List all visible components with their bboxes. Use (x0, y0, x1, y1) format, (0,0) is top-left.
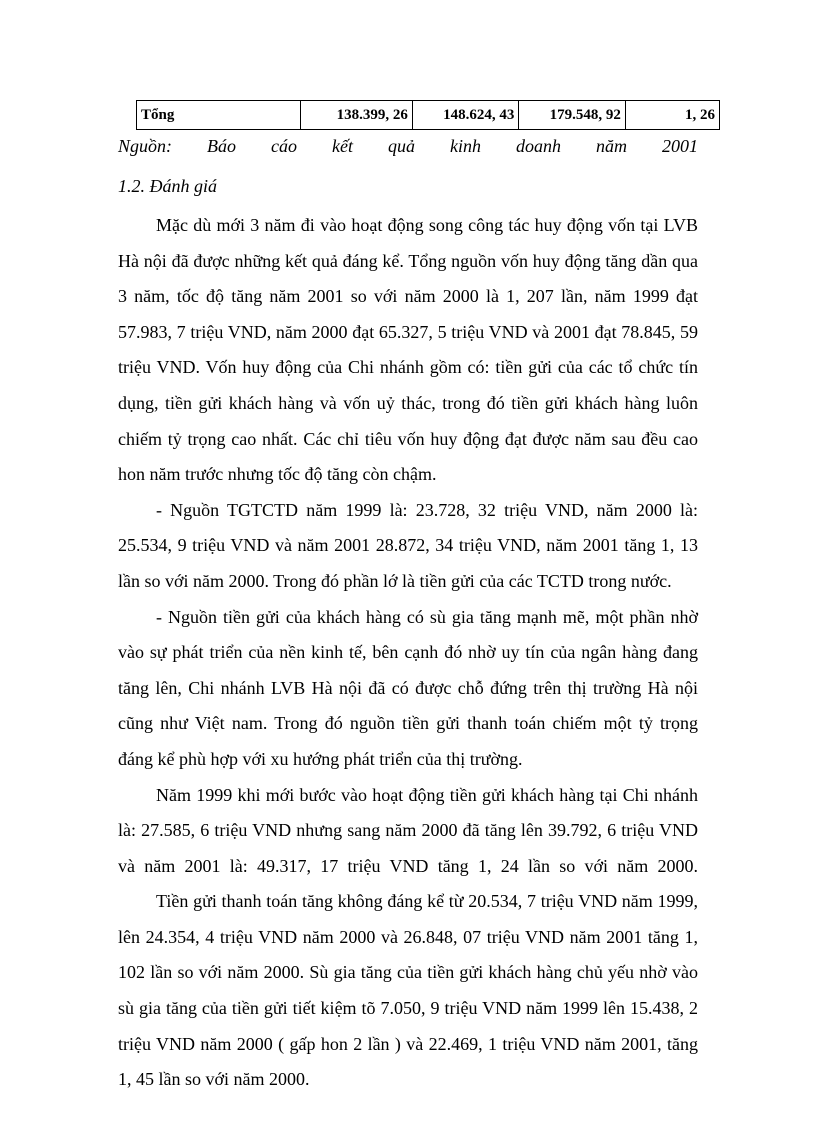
source-word: cáo (271, 136, 297, 156)
table-cell-ratio: 1, 26 (625, 101, 719, 130)
paragraph: - Nguồn TGTCTD năm 1999 là: 23.728, 32 triệu VND, năm 2000 là: 25.534, 9 triệu VND và năm 2001 28.872, 34 triệu VND, năm 2001 tăng 1, 13 lần so với năm 2000. Trong đó phần lớ là tiền gửi của các TCTD trong nước. (118, 499, 698, 591)
table-cell-label: Tổng (137, 101, 301, 130)
table-row-total (137, 101, 720, 130)
table-cell-2000: 148.624, 43 (412, 101, 518, 130)
paragraph: Mặc dù mới 3 năm đi vào hoạt động song công tác huy động vốn tại LVB Hà nội đã được những kết quả đáng kể. Tổng nguồn vốn huy động tăng dần qua 3 năm, tốc độ tăng năm 2001 so với năm 2000 là 1, 207 lần, năm 1999 đạt 57.983, 7 triệu VND, năm 2000 đạt 65.327, 5 triệu VND và 2001 đạt 78.845, 59 triệu VND. Vốn huy động của Chi nhánh gồm có: tiền gửi của các tổ chức tín dụng, tiền gửi khách hàng và vốn uỷ thác, trong đó tiền gửi khách hàng luôn chiếm tỷ trọng cao nhất. Các chỉ tiêu vốn huy động đạt được năm sau đều cao hon năm trước nhưng tốc độ tăng còn chậm. (118, 215, 698, 485)
source-word: Nguồn: (118, 136, 172, 156)
paragraph: - Nguồn tiền gửi của khách hàng có sù gia tăng mạnh mẽ, một phần nhờ vào sự phát triển của nền kinh tế, bên cạnh đó nhờ uy tín của ngân hàng đang tăng lên, Chi nhánh LVB Hà nội đã có được chỗ đứng trên thị trường Hà nội cũng như Việt nam. Trong đó nguồn tiền gửi thanh toán chiếm một tỷ trọng đáng kể phù hợp với xu hướng phát triển của thị trường. (118, 606, 698, 769)
table-cell-2001: 179.548, 92 (519, 101, 625, 130)
paragraph: Năm 1999 khi mới bước vào hoạt động tiền gửi khách hàng tại Chi nhánh là: 27.585, 6 triệu VND nhưng sang năm 2000 đã tăng lên 39.792, 6 triệu VND và năm 2001 là: 49.317, 17 triệu VND tăng 1, 24 lần so với năm 2000. (118, 784, 698, 876)
source-word: kết (332, 136, 353, 156)
source-word: quả (387, 136, 415, 156)
body-text (118, 208, 698, 1098)
source-word: năm (595, 136, 627, 156)
source-word: doanh (515, 136, 561, 156)
source-word: Báo (207, 136, 236, 156)
section-heading: 1.2. Đánh giá (118, 176, 217, 196)
summary-table (136, 100, 720, 130)
source-note (118, 136, 698, 157)
source-word: kinh (449, 136, 481, 156)
table-cell-1999: 138.399, 26 (300, 101, 412, 130)
source-word: 2001 (661, 136, 698, 156)
paragraph: Tiền gửi thanh toán tăng không đáng kể từ 20.534, 7 triệu VND năm 1999, lên 24.354, 4 triệu VND năm 2000 và 26.848, 07 triệu VND năm 2001 tăng 1, 102 lần so với năm 2000. Sù gia tăng của tiền gửi khách hàng chủ yếu nhờ vào sù gia tăng của tiền gửi tiết kiệm tõ 7.050, 9 triệu VND năm 1999 lên 15.438, 2 triệu VND năm 2000 ( gấp hon 2 lần ) và 22.469, 1 triệu VND năm 2001, tăng 1, 45 lần so với năm 2000. (118, 891, 698, 1090)
